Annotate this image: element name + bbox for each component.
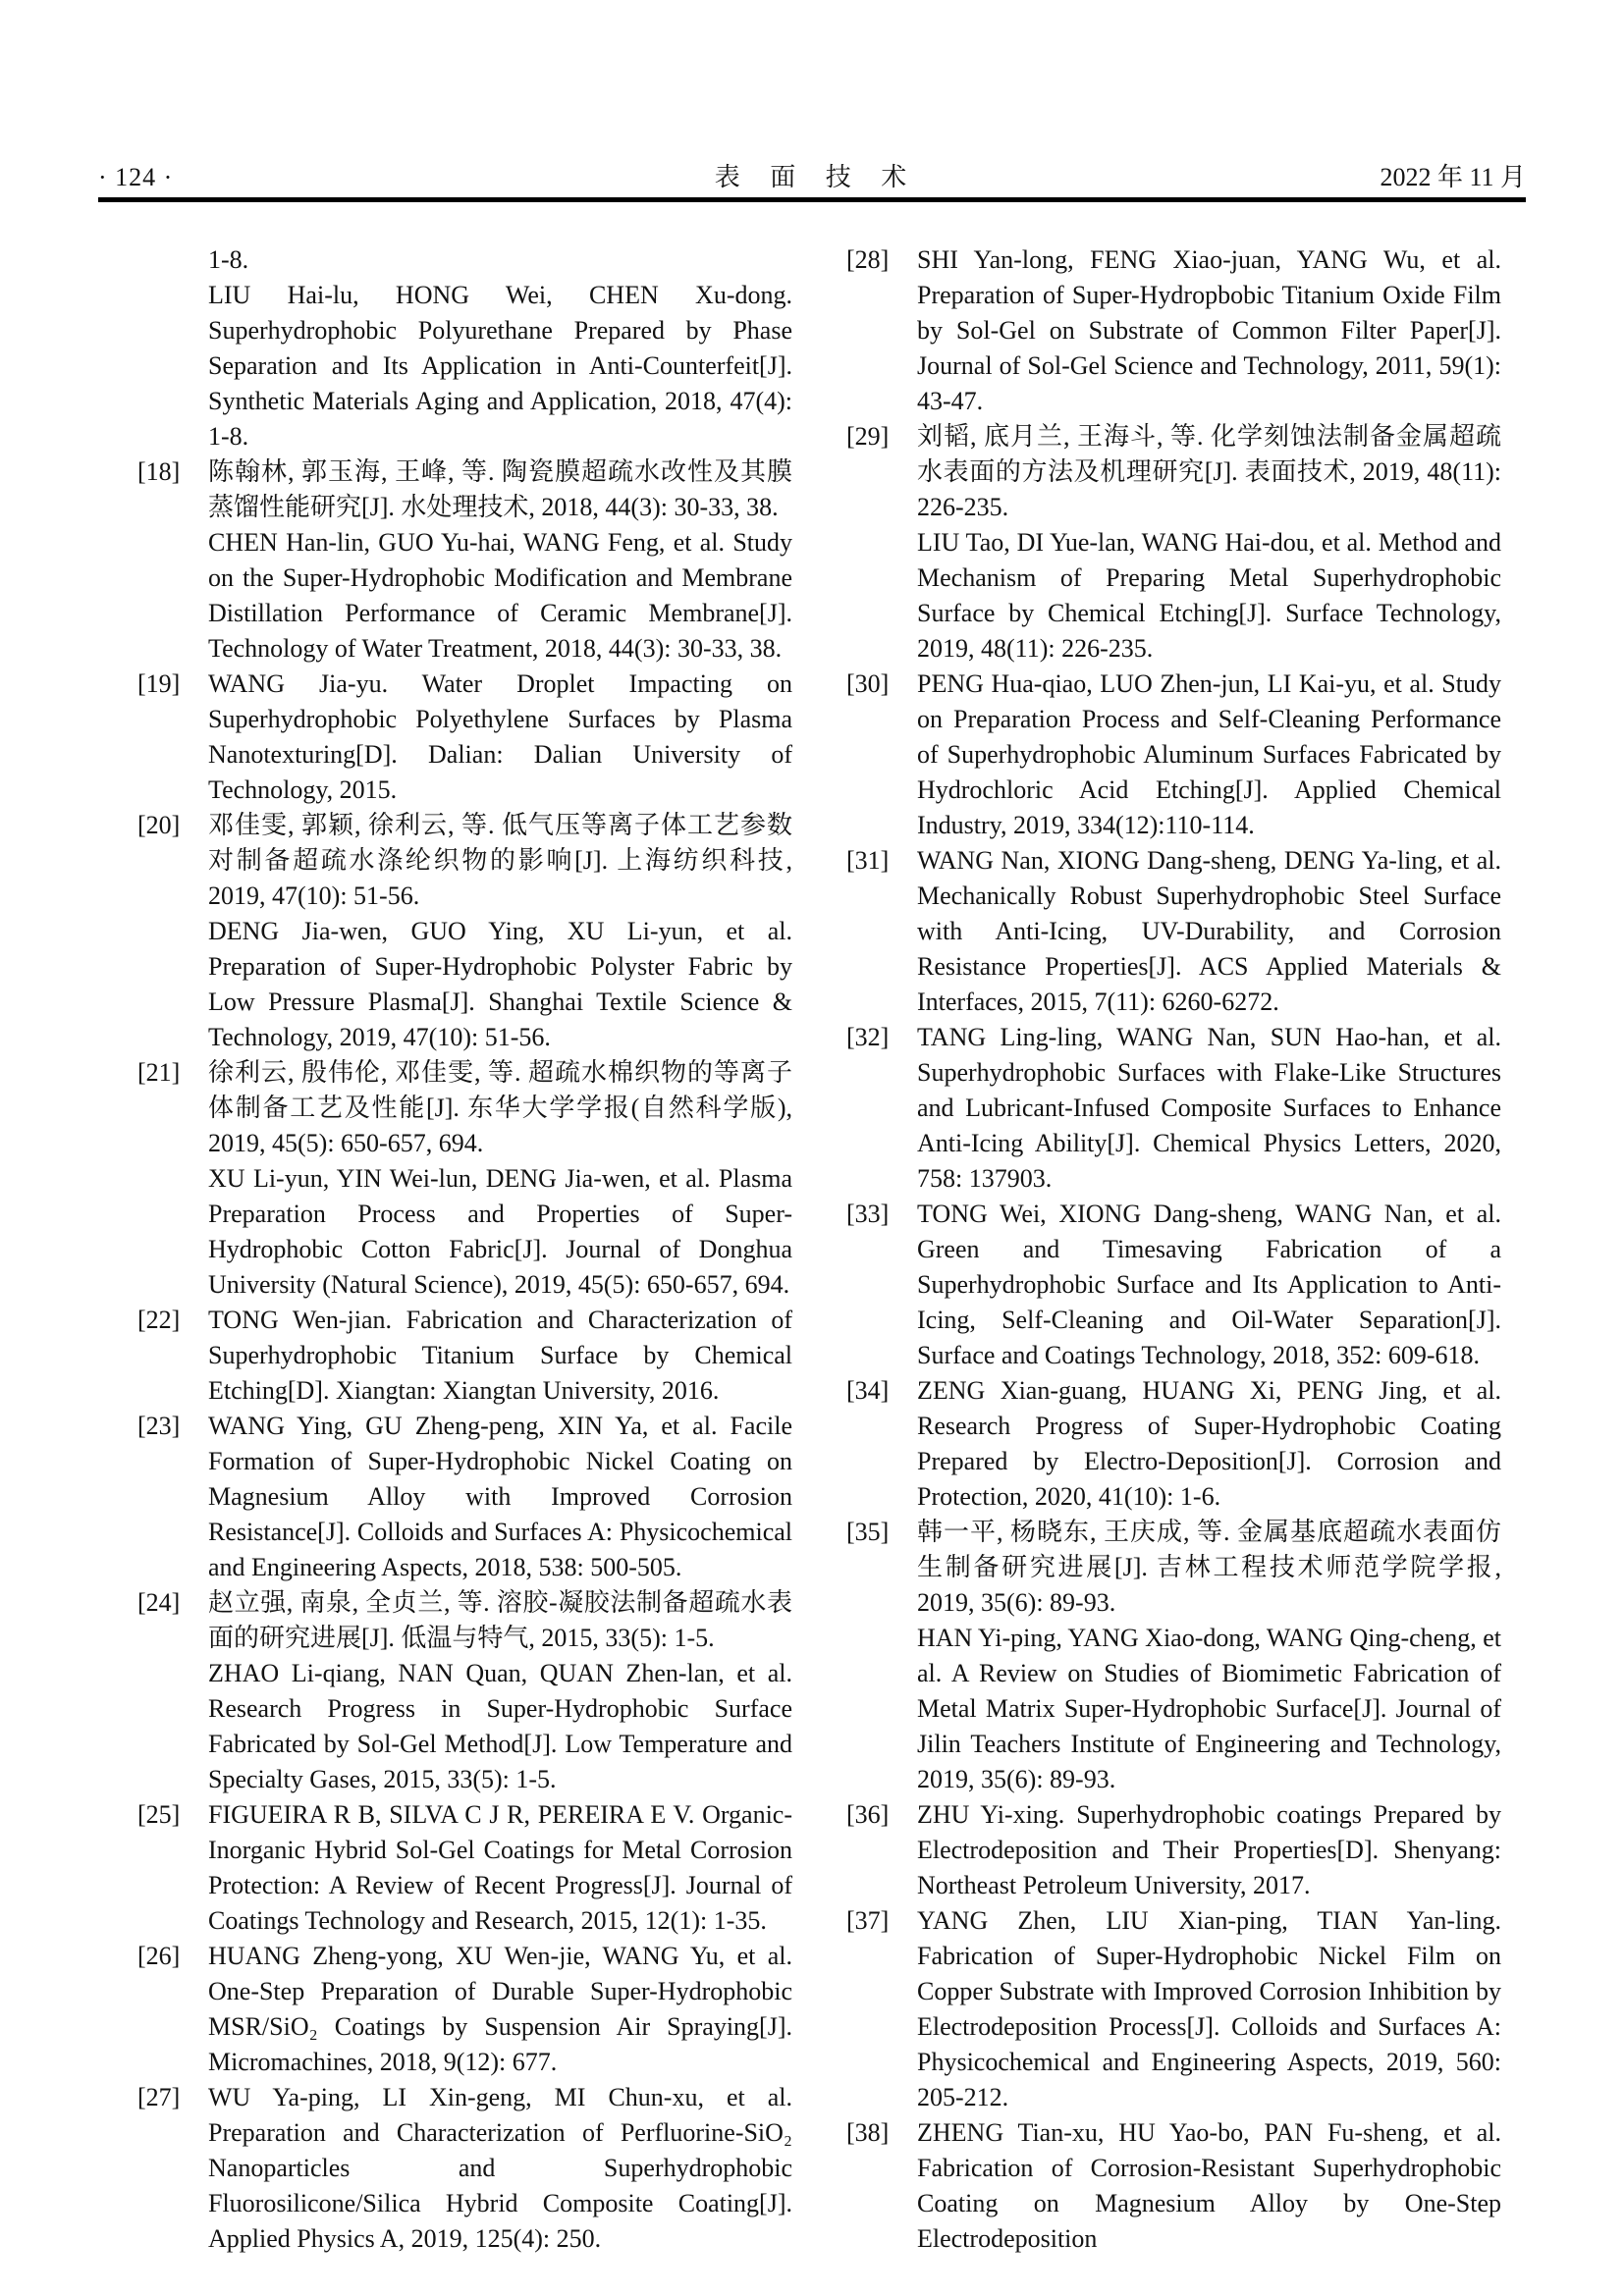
reference-item (137, 1409, 792, 1585)
reference-paragraph: CHEN Han-lin, GUO Yu-hai, WANG Feng, et al. Study on the Super-Hydrophobic Modification and Membrane Distillation Performance of Ceramic Membrane[J]. Technology of Water Treatment, 2018, 44(3): 30-33, 38. (208, 528, 792, 663)
reference-paragraph: 韩一平, 杨晓东, 王庆成, 等. 金属基底超疏水表面仿生制备研究进展[J]. 吉林工程技术师范学院学报, 2019, 35(6): 89-93. (917, 1518, 1501, 1617)
reference-item (137, 454, 792, 667)
reference-number: [31] (846, 846, 890, 875)
reference-item (846, 1197, 1501, 1373)
reference-item (846, 419, 1501, 667)
reference-number: [28] (846, 245, 890, 274)
reference-item (137, 808, 792, 1055)
reference-item (846, 242, 1501, 419)
reference-item (846, 1903, 1501, 2115)
reference-item (137, 1585, 792, 1797)
reference-paragraph: TANG Ling-ling, WANG Nan, SUN Hao-han, et al. Superhydrophobic Surfaces with Flake-Like Structures and Lubricant-Infused Composite Surfaces to Enhance Anti-Icing Ability[J]. Chemical Physics Letters, 2020, 758: 137903. (917, 1023, 1501, 1193)
reference-paragraph: LIU Hai-lu, HONG Wei, CHEN Xu-dong. Superhydrophobic Polyurethane Prepared by Phase Separation and Its Application in Anti-Counterfeit[J]. Synthetic Materials Aging and Application, 2018, 47(4): 1-8. (208, 281, 792, 451)
reference-paragraph: 徐利云, 殷伟伦, 邓佳雯, 等. 超疏水棉织物的等离子体制备工艺及性能[J]. 东华大学学报(自然科学版), 2019, 45(5): 650-657, 694. (208, 1058, 792, 1157)
reference-number: [29] (846, 422, 890, 451)
reference-paragraph: TONG Wei, XIONG Dang-sheng, WANG Nan, et al. Green and Timesaving Fabrication of a Superhydrophobic Surface and Its Application to Anti-Icing, Self-Cleaning and Oil-Water Separation[J]. Surface and Coatings Technology, 2018, 352: 609-618. (917, 1200, 1501, 1369)
reference-paragraph: SHI Yan-long, FENG Xiao-juan, YANG Wu, et al. Preparation of Super-Hydropbobic Titanium Oxide Film by Sol-Gel on Substrate of Common Filter Paper[J]. Journal of Sol-Gel Science and Technology, 2011, 59(1): 43-47. (917, 245, 1501, 415)
reference-number: [18] (137, 457, 181, 486)
reference-paragraph: HAN Yi-ping, YANG Xiao-dong, WANG Qing-cheng, et al. A Review on Studies of Biomimetic Fabrication of Metal Matrix Super-Hydrophobic Surface[J]. Journal of Jilin Teachers Institute of Engineering and Technology, 2019, 35(6): 89-93. (917, 1624, 1501, 1793)
reference-paragraph: XU Li-yun, YIN Wei-lun, DENG Jia-wen, et al. Plasma Preparation Process and Properties of Super-Hydrophobic Cotton Fabric[J]. Journal of Donghua University (Natural Science), 2019, 45(5): 650-657, 694. (208, 1164, 792, 1299)
reference-paragraph: YANG Zhen, LIU Xian-ping, TIAN Yan-ling. Fabrication of Super-Hydrophobic Nickel Film on Copper Substrate with Improved Corrosion Inhibition by Electrodeposition Process[J]. Colloids and Surfaces A: Physicochemical and Engineering Aspects, 2019, 560: 205-212. (917, 1906, 1501, 2111)
references-left-column (137, 242, 792, 2257)
reference-item (137, 2080, 792, 2257)
reference-paragraph: 陈翰林, 郭玉海, 王峰, 等. 陶瓷膜超疏水改性及其膜蒸馏性能研究[J]. 水处理技术, 2018, 44(3): 30-33, 38. (208, 457, 792, 521)
reference-paragraph: 邓佳雯, 郭颖, 徐利云, 等. 低气压等离子体工艺参数对制备超疏水涤纶织物的影响[J]. 上海纺织科技, 2019, 47(10): 51-56. (208, 811, 792, 910)
issue-date: 2022 年 11 月 (1380, 163, 1526, 191)
reference-paragraph: PENG Hua-qiao, LUO Zhen-jun, LI Kai-yu, et al. Study on Preparation Process and Self-Cleaning Performance of Superhydrophobic Aluminum Surfaces Fabricated by Hydrochloric Acid Etching[J]. Applied Chemical Industry, 2019, 334(12):110-114. (917, 669, 1501, 839)
reference-paragraph: WU Ya-ping, LI Xin-geng, MI Chun-xu, et al. Preparation and Characterization of Perfluorine-SiO₂ Nanoparticles and Superhydrophobic Fluorosilicone/Silica Hybrid Composite Coating[J]. Applied Physics A, 2019, 125(4): 250. (208, 2083, 792, 2253)
reference-item (846, 843, 1501, 1020)
reference-paragraph: 1-8. (208, 245, 249, 274)
reference-item (137, 667, 792, 808)
reference-number: [38] (846, 2118, 890, 2147)
reference-item (137, 242, 792, 454)
reference-paragraph: FIGUEIRA R B, SILVA C J R, PEREIRA E V. Organic-Inorganic Hybrid Sol-Gel Coatings for Metal Corrosion Protection: A Review of Recent Progress[J]. Journal of Coatings Technology and Research, 2015, 12(1): 1-35. (208, 1800, 792, 1935)
reference-number: [26] (137, 1942, 181, 1970)
reference-number: [37] (846, 1906, 890, 1935)
reference-number: [22] (137, 1306, 181, 1334)
page-number: · 124 · (98, 163, 174, 191)
reference-item (846, 667, 1501, 843)
header-rule (98, 197, 1526, 202)
reference-number: [33] (846, 1200, 890, 1228)
reference-number: [20] (137, 811, 181, 839)
reference-item (137, 1797, 792, 1939)
journal-title: 表 面 技 术 (714, 163, 910, 191)
reference-paragraph: LIU Tao, DI Yue-lan, WANG Hai-dou, et al. Method and Mechanism of Preparing Metal Superhydrophobic Surface by Chemical Etching[J]. Surface Technology, 2019, 48(11): 226-235. (917, 528, 1501, 663)
reference-paragraph: ZHENG Tian-xu, HU Yao-bo, PAN Fu-sheng, et al. Fabrication of Corrosion-Resistant Superhydrophobic Coating on Magnesium Alloy by One-Step Electrodeposition (917, 2118, 1501, 2253)
references-section (137, 242, 1501, 2257)
reference-item (137, 1055, 792, 1303)
reference-item (846, 1020, 1501, 1197)
reference-paragraph: DENG Jia-wen, GUO Ying, XU Li-yun, et al. Preparation of Super-Hydrophobic Polyster Fabric by Low Pressure Plasma[J]. Shanghai Textile Science & Technology, 2019, 47(10): 51-56. (208, 917, 792, 1051)
reference-paragraph: 刘韬, 底月兰, 王海斗, 等. 化学刻蚀法制备金属超疏水表面的方法及机理研究[J]. 表面技术, 2019, 48(11): 226-235. (917, 422, 1501, 521)
reference-paragraph: 赵立强, 南泉, 全贞兰, 等. 溶胶-凝胶法制备超疏水表面的研究进展[J]. 低温与特气, 2015, 33(5): 1-5. (208, 1588, 792, 1652)
reference-number: [19] (137, 669, 181, 698)
reference-item (137, 1939, 792, 2080)
reference-number: [27] (137, 2083, 181, 2111)
reference-number: [23] (137, 1412, 181, 1440)
reference-number: [36] (846, 1800, 890, 1829)
reference-paragraph: ZENG Xian-guang, HUANG Xi, PENG Jing, et al. Research Progress of Super-Hydrophobic Coating Prepared by Electro-Deposition[J]. Corrosion and Protection, 2020, 41(10): 1-6. (917, 1376, 1501, 1511)
reference-number: [24] (137, 1588, 181, 1617)
reference-paragraph: TONG Wen-jian. Fabrication and Characterization of Superhydrophobic Titanium Surface by Chemical Etching[D]. Xiangtan: Xiangtan University, 2016. (208, 1306, 792, 1405)
reference-paragraph: ZHU Yi-xing. Superhydrophobic coatings Prepared by Electrodeposition and Their Properties[D]. Shenyang: Northeast Petroleum University, 2017. (917, 1800, 1501, 1899)
reference-paragraph: WANG Ying, GU Zheng-peng, XIN Ya, et al. Facile Formation of Super-Hydrophobic Nickel Coating on Magnesium Alloy with Improved Corrosion Resistance[J]. Colloids and Surfaces A: Physicochemical and Engineering Aspects, 2018, 538: 500-505. (208, 1412, 792, 1581)
reference-item (846, 2115, 1501, 2257)
reference-item (846, 1515, 1501, 1797)
page-header (98, 159, 1526, 196)
reference-item (846, 1797, 1501, 1903)
reference-item (846, 1373, 1501, 1515)
reference-number: [21] (137, 1058, 181, 1087)
reference-paragraph: HUANG Zheng-yong, XU Wen-jie, WANG Yu, et al. One-Step Preparation of Durable Super-Hydrophobic MSR/SiO₂ Coatings by Suspension Air Spraying[J]. Micromachines, 2018, 9(12): 677. (208, 1942, 792, 2076)
reference-number: [30] (846, 669, 890, 698)
reference-paragraph: WANG Jia-yu. Water Droplet Impacting on Superhydrophobic Polyethylene Surfaces by Plasma Nanotexturing[D]. Dalian: Dalian University of Technology, 2015. (208, 669, 792, 804)
references-right-column (846, 242, 1501, 2257)
reference-number: [25] (137, 1800, 181, 1829)
reference-number: [34] (846, 1376, 890, 1405)
reference-paragraph: ZHAO Li-qiang, NAN Quan, QUAN Zhen-lan, et al. Research Progress in Super-Hydrophobic Surface Fabricated by Sol-Gel Method[J]. Low Temperature and Specialty Gases, 2015, 33(5): 1-5. (208, 1659, 792, 1793)
reference-number: [32] (846, 1023, 890, 1051)
reference-item (137, 1303, 792, 1409)
reference-number: [35] (846, 1518, 890, 1546)
reference-paragraph: WANG Nan, XIONG Dang-sheng, DENG Ya-ling, et al. Mechanically Robust Superhydrophobic Steel Surface with Anti-Icing, UV-Durability, and Corrosion Resistance Properties[J]. ACS Applied Materials & Interfaces, 2015, 7(11): 6260-6272. (917, 846, 1501, 1016)
